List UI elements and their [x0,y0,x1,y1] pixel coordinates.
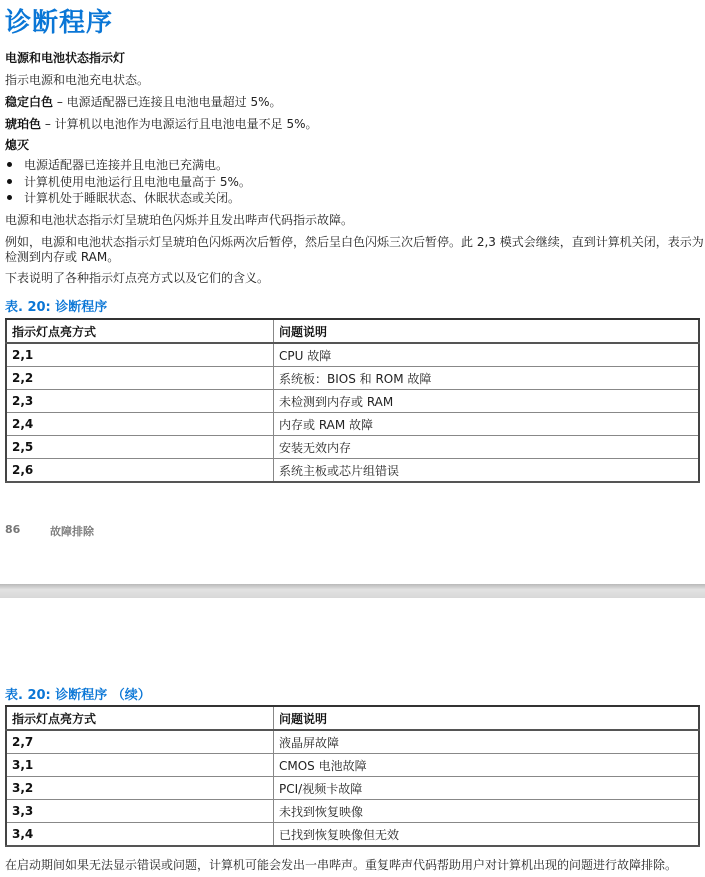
table-row: 3,4 已找到恢复映像但无效 [6,823,699,847]
solid-white-text: – 电源适配器已连接且电池电量超过 5%。 [53,95,282,109]
amber-line [5,116,318,132]
paragraph: 下表说明了各种指示灯点亮方式以及它们的含义。 [5,271,270,285]
table-row: 2,4 内存或 RAM 故障 [6,413,699,436]
diagnostics-table-continued [5,705,700,847]
table-caption: 表. 20: 诊断程序 [5,300,108,315]
page-title: 诊断程序 [5,8,114,38]
table-row: 2,1 CPU 故障 [6,343,699,367]
table-header-row [6,319,699,343]
page-separator [0,584,705,598]
off-label: 熄灭 [5,138,30,152]
table-row: 2,2 系统板：BIOS 和 ROM 故障 [6,367,699,390]
solid-white-line [5,94,282,110]
column-header: 指示灯点亮方式 [6,319,274,343]
paragraph: 检测到内存或 RAM。 [5,250,120,264]
table-header-row [6,706,699,730]
table-row: 3,1 CMOS 电池故障 [6,754,699,777]
page-number: 86 [5,523,21,536]
amber-label: 琥珀色 [5,117,42,131]
paragraph: 电源和电池状态指示灯呈琥珀色闪烁并且发出哔声代码指示故障。 [5,213,354,227]
list-item: 电源适配器已连接并且电池已充满电。 [5,158,228,173]
table-row: 2,3 未检测到内存或 RAM [6,390,699,413]
bullet-icon [7,179,12,184]
bullet-icon [7,195,12,200]
list-item: 计算机处于睡眠状态、休眠状态或关闭。 [5,191,240,206]
table-row: 2,5 安装无效内存 [6,436,699,459]
column-header: 问题说明 [274,319,700,343]
table-row: 2,7 液晶屏故障 [6,730,699,754]
list-item: 计算机使用电池运行且电池电量高于 5%。 [5,175,251,190]
table-row: 3,2 PCI/视频卡故障 [6,777,699,800]
table-row: 3,3 未找到恢复映像 [6,800,699,823]
footer-section: 故障排除 [50,525,94,538]
amber-text: – 计算机以电池作为电源运行且电池电量不足 5%。 [41,117,318,131]
table-row: 2,6 系统主板或芯片组错误 [6,459,699,483]
column-header: 问题说明 [274,706,700,730]
intro-text: 指示电源和电池充电状态。 [5,73,150,87]
closing-paragraph: 在启动期间如果无法显示错误或问题，计算机可能会发出一串哔声。重复哔声代码帮助用户对计算机出现的问题进行故障排除。 [5,858,678,872]
table-caption: 表. 20: 诊断程序 （续） [5,688,151,703]
section-heading: 电源和电池状态指示灯 [5,51,126,65]
diagnostics-table [5,318,700,483]
bullet-icon [7,162,12,167]
paragraph: 例如，电源和电池状态指示灯呈琥珀色闪烁两次后暂停，然后呈白色闪烁三次后暂停。此 2,3 模式会继续，直到计算机关闭，表示为 [5,235,704,249]
column-header: 指示灯点亮方式 [6,706,274,730]
solid-white-label: 稳定白色 [5,95,54,109]
